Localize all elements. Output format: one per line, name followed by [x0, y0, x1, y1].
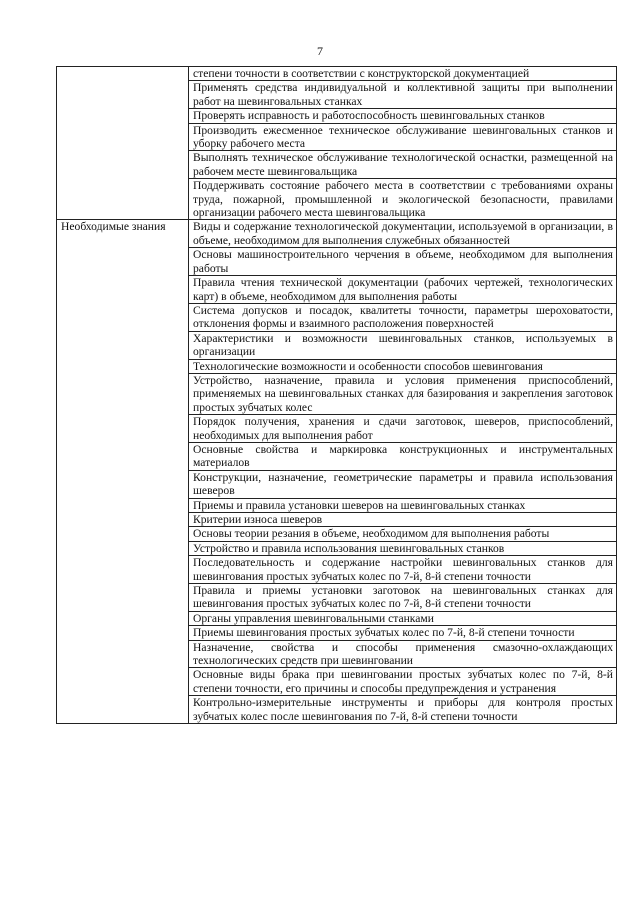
requirements-table — [56, 66, 617, 724]
table-cell: Последовательность и содержание настройки шевинговальных станков для шевингования простых зубчатых колес по 7-й, 8-й степени точности — [189, 556, 617, 584]
table-cell: Правила чтения технической документации (рабочих чертежей, технологических карт) в объеме, необходимом для выполнения работы — [189, 276, 617, 304]
table-cell: Основы машиностроительного черчения в объеме, необходимом для выполнения работы — [189, 248, 617, 276]
page-number: 7 — [317, 44, 323, 58]
table-row — [57, 67, 617, 81]
empty-label-cell — [57, 67, 189, 220]
table-cell: Порядок получения, хранения и сдачи заготовок, шеверов, приспособлений, необходимых для выполнения работ — [189, 415, 617, 443]
table-cell: Контрольно-измерительные инструменты и приборы для контроля простых зубчатых колес после шевингования по 7-й, 8-й степени точности — [189, 696, 617, 724]
table-cell: Проверять исправность и работоспособность шевинговальных станков — [189, 109, 617, 123]
table-cell: Основные виды брака при шевинговании простых зубчатых колес по 7-й, 8-й степени точности, его причины и способы предупреждения и устранения — [189, 668, 617, 696]
table-cell: Основные свойства и маркировка конструкционных и инструментальных материалов — [189, 442, 617, 470]
table-cell: Правила и приемы установки заготовок на шевинговальных станках для шевингования простых зубчатых колес по 7-й, 8-й степени точности — [189, 584, 617, 612]
table-cell: Конструкции, назначение, геометрические параметры и правила использования шеверов — [189, 470, 617, 498]
knowledge-label: Необходимые знания — [57, 220, 189, 724]
table-cell: Критерии износа шеверов — [189, 513, 617, 527]
table-cell: Устройство, назначение, правила и условия применения приспособлений, применяемых на шевинговальных станках для базирования и закрепления заготовок простых зубчатых колес — [189, 373, 617, 414]
table-cell: Характеристики и возможности шевинговальных станков, используемых в организации — [189, 331, 617, 359]
table-cell: Приемы шевингования простых зубчатых колес по 7-й, 8-й степени точности — [189, 626, 617, 640]
table-cell: Виды и содержание технологической документации, используемой в организации, в объеме, необходимом для выполнения служебных обязанностей — [189, 220, 617, 248]
table-cell: Технологические возможности и особенности способов шевингования — [189, 359, 617, 373]
table-cell: Органы управления шевинговальными станками — [189, 611, 617, 625]
table-cell: Назначение, свойства и способы применения смазочно-охлаждающих технологических средств при шевинговании — [189, 640, 617, 668]
table-cell: Устройство и правила использования шевинговальных станков — [189, 541, 617, 555]
table-cell: Основы теории резания в объеме, необходимом для выполнения работы — [189, 527, 617, 541]
table-cell: степени точности в соответствии с конструкторской документацией — [189, 67, 617, 81]
table-cell: Применять средства индивидуальной и коллективной защиты при выполнении работ на шевинговальных станках — [189, 81, 617, 109]
table-cell: Система допусков и посадок, квалитеты точности, параметры шероховатости, отклонения формы и взаимного расположения поверхностей — [189, 303, 617, 331]
table-cell: Приемы и правила установки шеверов на шевинговальных станках — [189, 498, 617, 512]
table-cell: Поддерживать состояние рабочего места в соответствии с требованиями охраны труда, пожарной, промышленной и экологической безопасности, правилами организации рабочего места шевинговальщика — [189, 179, 617, 220]
table-cell: Выполнять техническое обслуживание технологической оснастки, размещенной на рабочем месте шевинговальщика — [189, 151, 617, 179]
table-row — [57, 220, 617, 248]
table-cell: Производить ежесменное техническое обслуживание шевинговальных станков и уборку рабочего места — [189, 123, 617, 151]
